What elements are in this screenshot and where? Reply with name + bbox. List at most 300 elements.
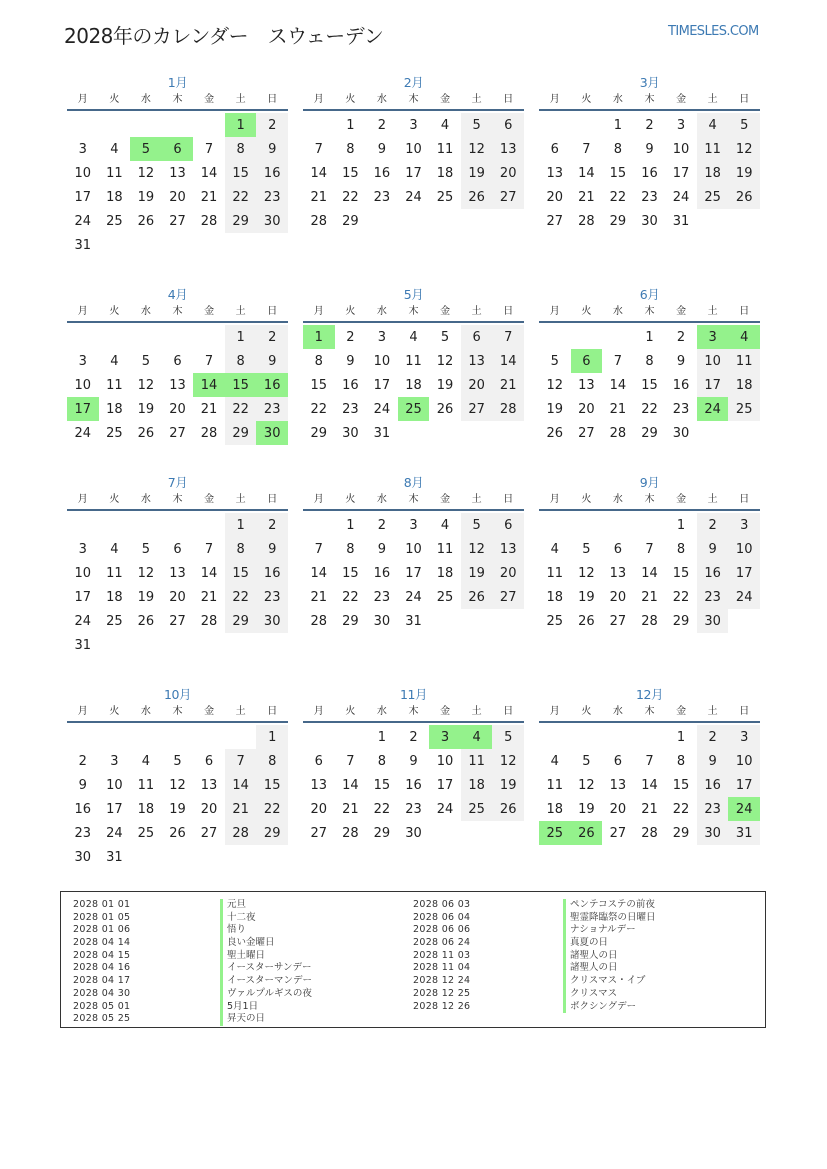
day-cell: 27 <box>492 585 524 609</box>
empty-cell <box>571 113 603 137</box>
day-grid <box>67 325 288 445</box>
day-cell: 31 <box>373 425 391 441</box>
day-cell: 8 <box>314 353 323 369</box>
day-cell: 10 <box>728 749 760 773</box>
day-cell: 12 <box>137 377 155 393</box>
day-cell: 18 <box>546 801 564 817</box>
day-cell: 17 <box>74 589 92 605</box>
day-cell: 22 <box>373 801 391 817</box>
day-cell: 15 <box>373 777 391 793</box>
weekday-label: 日 <box>739 306 750 317</box>
weekday-label: 水 <box>140 706 151 717</box>
weekday-label: 月 <box>313 706 324 717</box>
weekday-header <box>67 492 288 508</box>
day-cell: 14 <box>609 377 627 393</box>
day-cell: 18 <box>137 801 155 817</box>
day-cell: 1 <box>645 329 654 345</box>
day-cell: 29 <box>609 213 627 229</box>
month-name: 5月 <box>403 287 424 302</box>
holiday-date: 2028 06 03 <box>413 899 471 910</box>
day-cell: 6 <box>173 541 182 557</box>
day-cell: 24 <box>728 585 760 609</box>
day-cell: 24 <box>672 189 690 205</box>
day-cell: 28 <box>225 821 257 845</box>
day-grid <box>67 725 288 869</box>
holiday-date: 2028 04 16 <box>73 962 131 974</box>
day-cell: 7 <box>582 141 591 157</box>
day-cell: 13 <box>461 349 493 373</box>
day-cell: 9 <box>645 141 654 157</box>
empty-cell <box>130 113 162 137</box>
weekday-header <box>67 304 288 320</box>
day-cell: 11 <box>436 541 454 557</box>
day-cell: 13 <box>169 565 186 581</box>
day-cell: 29 <box>310 425 328 441</box>
holiday-date: 2028 06 04 <box>413 911 471 923</box>
empty-cell <box>539 325 571 349</box>
day-cell: 25 <box>106 425 123 441</box>
holiday-day-cell: 4 <box>728 325 760 349</box>
holiday-date: 2028 04 14 <box>73 937 131 949</box>
day-cell: 9 <box>377 541 387 557</box>
day-cell: 20 <box>310 801 328 817</box>
holiday-day-cell: 24 <box>728 797 760 821</box>
day-cell: 3 <box>377 329 387 345</box>
day-cell: 19 <box>137 401 155 417</box>
month-11 <box>303 686 524 845</box>
day-cell: 27 <box>169 213 186 229</box>
weekday-label: 木 <box>644 494 655 505</box>
day-cell: 17 <box>697 373 729 397</box>
day-cell: 29 <box>672 825 690 841</box>
day-cell: 1 <box>676 729 686 745</box>
month-4 <box>67 286 288 445</box>
day-cell: 4 <box>550 753 559 769</box>
day-cell: 3 <box>728 725 760 749</box>
day-cell: 11 <box>728 349 760 373</box>
holiday-day-cell: 25 <box>539 821 571 845</box>
day-cell: 27 <box>169 425 186 441</box>
day-cell: 6 <box>550 141 559 157</box>
day-cell: 22 <box>310 401 328 417</box>
day-cell: 21 <box>641 801 658 817</box>
day-cell: 7 <box>346 753 355 769</box>
holiday-date: 2028 04 30 <box>73 987 131 999</box>
month-name: 7月 <box>167 475 188 490</box>
page-title: 2028年のカレンダー スウェーデン <box>64 24 384 48</box>
day-cell: 26 <box>461 185 493 209</box>
day-cell: 26 <box>169 825 186 841</box>
day-cell: 15 <box>310 377 328 393</box>
day-grid <box>303 725 524 845</box>
day-cell: 6 <box>461 325 493 349</box>
day-cell: 2 <box>697 725 729 749</box>
holiday-day-cell: 30 <box>256 421 288 445</box>
day-cell: 26 <box>137 213 155 229</box>
day-cell: 17 <box>106 801 123 817</box>
day-cell: 25 <box>697 185 729 209</box>
day-cell: 29 <box>373 825 391 841</box>
day-cell: 2 <box>377 517 387 533</box>
holiday-day-cell: 4 <box>461 725 493 749</box>
weekday-header <box>67 92 288 108</box>
month-rule <box>67 321 288 323</box>
month-rule <box>539 721 760 723</box>
day-cell: 29 <box>641 425 658 441</box>
day-cell: 4 <box>440 517 450 533</box>
holiday-day-cell: 24 <box>697 397 729 421</box>
day-cell: 13 <box>200 777 218 793</box>
day-grid <box>303 325 524 445</box>
day-cell: 4 <box>409 329 418 345</box>
month-name: 6月 <box>639 287 660 302</box>
day-cell: 18 <box>728 373 760 397</box>
month-3 <box>539 74 760 233</box>
day-cell: 12 <box>169 777 186 793</box>
day-cell: 27 <box>461 397 493 421</box>
day-cell: 22 <box>342 589 359 605</box>
holiday-day-cell: 5 <box>130 137 162 161</box>
weekday-label: 金 <box>440 94 451 105</box>
holiday-name: 悟り <box>220 924 312 937</box>
weekday-label: 火 <box>581 306 592 317</box>
day-cell: 13 <box>578 377 595 393</box>
weekday-label: 水 <box>612 706 623 717</box>
empty-cell <box>634 513 666 537</box>
day-cell: 3 <box>110 753 119 769</box>
day-cell: 24 <box>74 613 92 629</box>
day-cell: 11 <box>405 353 422 369</box>
day-cell: 20 <box>200 801 218 817</box>
holiday-date: 2028 11 04 <box>413 962 471 974</box>
month-name: 4月 <box>167 287 188 302</box>
day-cell: 22 <box>342 189 359 205</box>
day-cell: 28 <box>310 213 328 229</box>
day-cell: 14 <box>578 165 595 181</box>
day-cell: 12 <box>578 777 595 793</box>
weekday-label: 木 <box>172 706 183 717</box>
empty-cell <box>99 113 131 137</box>
weekday-label: 月 <box>77 494 88 505</box>
day-cell: 23 <box>672 401 690 417</box>
holiday-name: ヴァルプルギスの夜 <box>220 988 312 1001</box>
day-cell: 13 <box>169 377 186 393</box>
month-2 <box>303 74 524 233</box>
weekday-label: 土 <box>707 94 718 105</box>
day-cell: 12 <box>546 377 564 393</box>
month-rule <box>67 109 288 111</box>
weekday-label: 水 <box>376 306 387 317</box>
day-cell: 15 <box>641 377 658 393</box>
day-cell: 17 <box>405 165 422 181</box>
day-cell: 29 <box>256 821 288 845</box>
day-cell: 3 <box>409 117 418 133</box>
day-cell: 7 <box>314 141 323 157</box>
day-cell: 3 <box>728 513 760 537</box>
day-cell: 11 <box>106 165 123 181</box>
day-cell: 25 <box>106 613 123 629</box>
weekday-label: 水 <box>376 94 387 105</box>
holiday-name: 諸聖人の日 <box>563 962 656 975</box>
day-cell: 20 <box>169 401 186 417</box>
day-cell: 17 <box>672 165 690 181</box>
day-cell: 24 <box>74 213 92 229</box>
holiday-day-cell: 26 <box>571 821 603 845</box>
day-cell: 2 <box>377 117 387 133</box>
holiday-day-cell: 14 <box>193 373 225 397</box>
holiday-name: 5月1日 <box>220 1001 312 1014</box>
weekday-label: 金 <box>676 94 687 105</box>
day-cell: 15 <box>225 161 257 185</box>
empty-cell <box>130 725 162 749</box>
day-cell: 6 <box>613 753 623 769</box>
weekday-label: 日 <box>739 706 750 717</box>
day-cell: 16 <box>256 161 288 185</box>
month-12 <box>539 686 760 845</box>
day-cell: 7 <box>645 753 654 769</box>
day-cell: 21 <box>641 589 658 605</box>
day-cell: 25 <box>137 825 155 841</box>
day-cell: 1 <box>676 517 686 533</box>
day-cell: 9 <box>346 353 355 369</box>
weekday-label: 日 <box>739 494 750 505</box>
empty-cell <box>335 725 367 749</box>
day-cell: 9 <box>78 777 87 793</box>
weekday-label: 木 <box>408 706 419 717</box>
weekday-label: 火 <box>581 494 592 505</box>
day-cell: 5 <box>582 753 591 769</box>
day-cell: 21 <box>200 401 218 417</box>
empty-cell <box>130 325 162 349</box>
day-cell: 30 <box>641 213 658 229</box>
day-cell: 11 <box>106 565 123 581</box>
day-cell: 23 <box>256 397 288 421</box>
day-cell: 26 <box>137 425 155 441</box>
day-cell: 5 <box>141 541 151 557</box>
day-cell: 5 <box>728 113 760 137</box>
day-cell: 22 <box>672 589 690 605</box>
day-cell: 11 <box>546 777 564 793</box>
day-cell: 21 <box>310 589 328 605</box>
empty-cell <box>634 725 666 749</box>
empty-cell <box>303 513 335 537</box>
day-cell: 18 <box>106 401 123 417</box>
weekday-label: 月 <box>313 94 324 105</box>
month-rule <box>303 509 524 511</box>
day-cell: 20 <box>169 589 186 605</box>
weekday-label: 日 <box>267 94 278 105</box>
weekday-label: 日 <box>503 306 514 317</box>
holiday-date: 2028 06 24 <box>413 937 471 949</box>
day-cell: 21 <box>492 373 524 397</box>
day-cell: 17 <box>436 777 454 793</box>
day-cell: 13 <box>310 777 328 793</box>
weekday-label: 火 <box>581 94 592 105</box>
weekday-label: 木 <box>408 494 419 505</box>
weekday-header <box>303 492 524 508</box>
day-cell: 28 <box>200 425 218 441</box>
day-cell: 23 <box>697 585 729 609</box>
day-cell: 24 <box>405 189 422 205</box>
day-cell: 5 <box>550 353 559 369</box>
day-cell: 12 <box>461 137 493 161</box>
day-cell: 6 <box>204 753 214 769</box>
weekday-header <box>539 704 760 720</box>
day-cell: 16 <box>256 561 288 585</box>
day-cell: 5 <box>141 353 151 369</box>
empty-cell <box>193 325 225 349</box>
empty-cell <box>67 513 99 537</box>
weekday-label: 日 <box>503 94 514 105</box>
month-7 <box>67 474 288 657</box>
empty-cell <box>162 325 194 349</box>
month-1 <box>67 74 288 257</box>
day-cell: 19 <box>169 801 186 817</box>
day-cell: 11 <box>697 137 729 161</box>
day-cell: 19 <box>728 161 760 185</box>
day-cell: 28 <box>310 613 328 629</box>
day-cell: 24 <box>436 801 454 817</box>
day-cell: 23 <box>405 801 422 817</box>
day-cell: 26 <box>461 585 493 609</box>
day-cell: 10 <box>74 165 92 181</box>
weekday-label: 金 <box>204 494 215 505</box>
holiday-dates-column-right <box>413 899 470 1013</box>
day-cell: 12 <box>728 137 760 161</box>
day-cell: 11 <box>461 749 493 773</box>
empty-cell <box>602 725 634 749</box>
day-cell: 7 <box>204 541 214 557</box>
month-5 <box>303 286 524 445</box>
holiday-date: 2028 04 15 <box>73 949 131 961</box>
day-cell: 1 <box>377 729 387 745</box>
day-cell: 19 <box>436 377 454 393</box>
empty-cell <box>539 113 571 137</box>
day-cell: 30 <box>697 821 729 845</box>
weekday-header <box>539 92 760 108</box>
day-cell: 31 <box>728 821 760 845</box>
holiday-name: クリスマス <box>563 988 656 1001</box>
weekday-label: 月 <box>313 494 324 505</box>
day-cell: 21 <box>578 189 595 205</box>
month-9 <box>539 474 760 633</box>
day-cell: 26 <box>546 425 564 441</box>
day-grid <box>539 513 760 633</box>
day-cell: 14 <box>200 165 218 181</box>
day-cell: 8 <box>256 749 288 773</box>
day-cell: 9 <box>697 537 729 561</box>
day-cell: 24 <box>405 589 422 605</box>
day-cell: 11 <box>106 377 123 393</box>
holiday-name: イースターサンデー <box>220 962 312 975</box>
empty-cell <box>193 113 225 137</box>
day-cell: 21 <box>200 589 218 605</box>
day-cell: 10 <box>373 353 391 369</box>
weekday-label: 土 <box>235 706 246 717</box>
holiday-day-cell: 6 <box>162 137 194 161</box>
day-cell: 10 <box>405 541 422 557</box>
month-name: 12月 <box>636 687 663 702</box>
day-cell: 8 <box>645 353 654 369</box>
day-cell: 20 <box>169 189 186 205</box>
day-cell: 19 <box>137 189 155 205</box>
day-cell: 13 <box>546 165 564 181</box>
day-cell: 16 <box>74 801 92 817</box>
month-8 <box>303 474 524 633</box>
day-cell: 11 <box>436 141 454 157</box>
holiday-name: クリスマス・イブ <box>563 975 656 988</box>
month-rule <box>303 321 524 323</box>
day-cell: 28 <box>641 825 658 841</box>
empty-cell <box>602 325 634 349</box>
day-cell: 10 <box>106 777 123 793</box>
weekday-label: 日 <box>503 706 514 717</box>
holiday-date: 2028 11 03 <box>413 949 471 961</box>
day-cell: 28 <box>200 213 218 229</box>
day-cell: 31 <box>672 213 690 229</box>
weekday-label: 月 <box>549 706 560 717</box>
day-cell: 23 <box>342 401 359 417</box>
day-cell: 31 <box>106 849 123 865</box>
holiday-name: 聖霊降臨祭の日曜日 <box>563 912 656 925</box>
day-cell: 29 <box>672 613 690 629</box>
day-cell: 1 <box>613 117 623 133</box>
day-cell: 30 <box>697 609 729 633</box>
month-name: 11月 <box>400 687 427 702</box>
day-cell: 14 <box>310 165 328 181</box>
day-cell: 20 <box>578 401 595 417</box>
weekday-label: 火 <box>345 94 356 105</box>
day-cell: 27 <box>578 425 595 441</box>
day-cell: 16 <box>697 773 729 797</box>
holiday-day-cell: 3 <box>429 725 461 749</box>
day-cell: 22 <box>225 397 257 421</box>
day-cell: 23 <box>373 189 391 205</box>
day-cell: 27 <box>492 185 524 209</box>
day-cell: 11 <box>546 565 564 581</box>
holiday-day-cell: 16 <box>256 373 288 397</box>
day-cell: 2 <box>697 513 729 537</box>
holiday-name: 昇天の日 <box>220 1013 312 1026</box>
day-cell: 5 <box>461 513 493 537</box>
day-cell: 21 <box>342 801 359 817</box>
day-cell: 6 <box>492 113 524 137</box>
empty-cell <box>67 325 99 349</box>
day-cell: 16 <box>672 377 690 393</box>
day-cell: 10 <box>436 753 454 769</box>
holiday-name: 良い金曜日 <box>220 937 312 950</box>
weekday-label: 日 <box>267 306 278 317</box>
day-cell: 27 <box>546 213 564 229</box>
day-cell: 4 <box>110 141 119 157</box>
day-cell: 25 <box>436 589 454 605</box>
month-rule <box>539 109 760 111</box>
site-logo[interactable]: TIMESLES.COM <box>668 24 759 39</box>
weekday-label: 日 <box>267 494 278 505</box>
weekday-header <box>539 492 760 508</box>
month-10 <box>67 686 288 869</box>
day-grid <box>539 113 760 233</box>
day-cell: 12 <box>578 565 595 581</box>
day-cell: 14 <box>641 565 658 581</box>
day-cell: 1 <box>225 325 257 349</box>
holiday-date: 2028 12 26 <box>413 1000 471 1012</box>
day-cell: 4 <box>697 113 729 137</box>
day-cell: 7 <box>645 541 654 557</box>
weekday-label: 月 <box>549 306 560 317</box>
day-cell: 14 <box>342 777 359 793</box>
weekday-label: 金 <box>440 706 451 717</box>
